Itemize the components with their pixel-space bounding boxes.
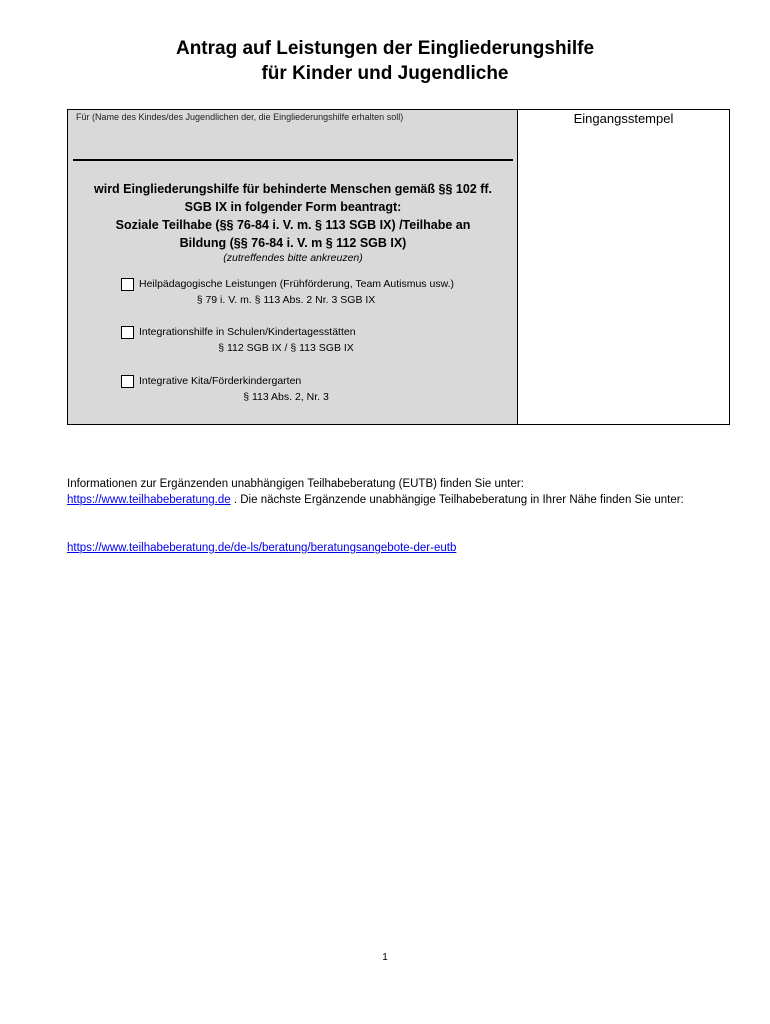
option-integrationshilfe xyxy=(121,324,501,356)
eutb-info-paragraph xyxy=(67,476,727,508)
form-left-panel xyxy=(68,110,518,424)
info-text-2: . Die nächste Ergänzende unabhängige Teilhabeberatung in Ihrer Nähe finden Sie unter: xyxy=(230,494,684,506)
application-form-box xyxy=(67,109,730,425)
teilhabeberatung-link[interactable]: https://www.teilhabeberatung.de xyxy=(67,494,231,506)
option-label: Integrative Kita/Förderkindergarten xyxy=(139,375,302,387)
option-integrative-kita xyxy=(121,373,501,405)
option-label: Integrationshilfe in Schulen/Kindertagesstätten xyxy=(139,326,356,338)
checkbox-hint: (zutreffendes bitte ankreuzen) xyxy=(223,252,363,264)
checkbox-heilpaedagogische-leistungen[interactable] xyxy=(121,278,134,291)
info-text-1: Informationen zur Ergänzenden unabhängigen Teilhabeberatung (EUTB) finden Sie unter: xyxy=(67,478,524,490)
option-label: Heilpädagogische Leistungen (Frühförderung, Team Autismus usw.) xyxy=(139,278,454,290)
checkbox-integrative-kita[interactable] xyxy=(121,375,134,388)
eutb-offers-link[interactable]: https://www.teilhabeberatung.de/de-ls/beratung/beratungsangebote-der-eutb xyxy=(67,542,457,554)
request-heading xyxy=(68,180,518,252)
heading-line: Soziale Teilhabe (§§ 76-84 i. V. m. § 113 SGB IX) /Teilhabe an xyxy=(115,218,471,232)
name-field-label: Für (Name des Kindes/des Jugendlichen der, die Eingliederungshilfe erhalten soll) xyxy=(76,112,404,122)
option-law: § 112 SGB IX / § 113 SGB IX xyxy=(218,342,354,354)
option-heilpaedagogische-leistungen xyxy=(121,276,501,308)
title-line-1: Antrag auf Leistungen der Eingliederungshilfe xyxy=(175,38,595,59)
heading-line: wird Eingliederungshilfe für behinderte Menschen gemäß §§ 102 ff. xyxy=(94,182,492,196)
checkbox-integrationshilfe[interactable] xyxy=(121,326,134,339)
option-law: § 79 i. V. m. § 113 Abs. 2 Nr. 3 SGB IX xyxy=(196,294,376,306)
document-title xyxy=(0,36,770,86)
heading-line: Bildung (§§ 76-84 i. V. m § 112 SGB IX) xyxy=(179,236,407,250)
receipt-stamp-label: Eingangsstempel xyxy=(573,111,674,126)
heading-line: SGB IX in folgender Form beantragt: xyxy=(184,200,402,214)
name-field-line[interactable] xyxy=(73,159,513,161)
page-number: 1 xyxy=(382,952,388,963)
title-line-2: für Kinder und Jugendliche xyxy=(261,63,509,84)
option-law: § 113 Abs. 2, Nr. 3 xyxy=(243,391,329,403)
